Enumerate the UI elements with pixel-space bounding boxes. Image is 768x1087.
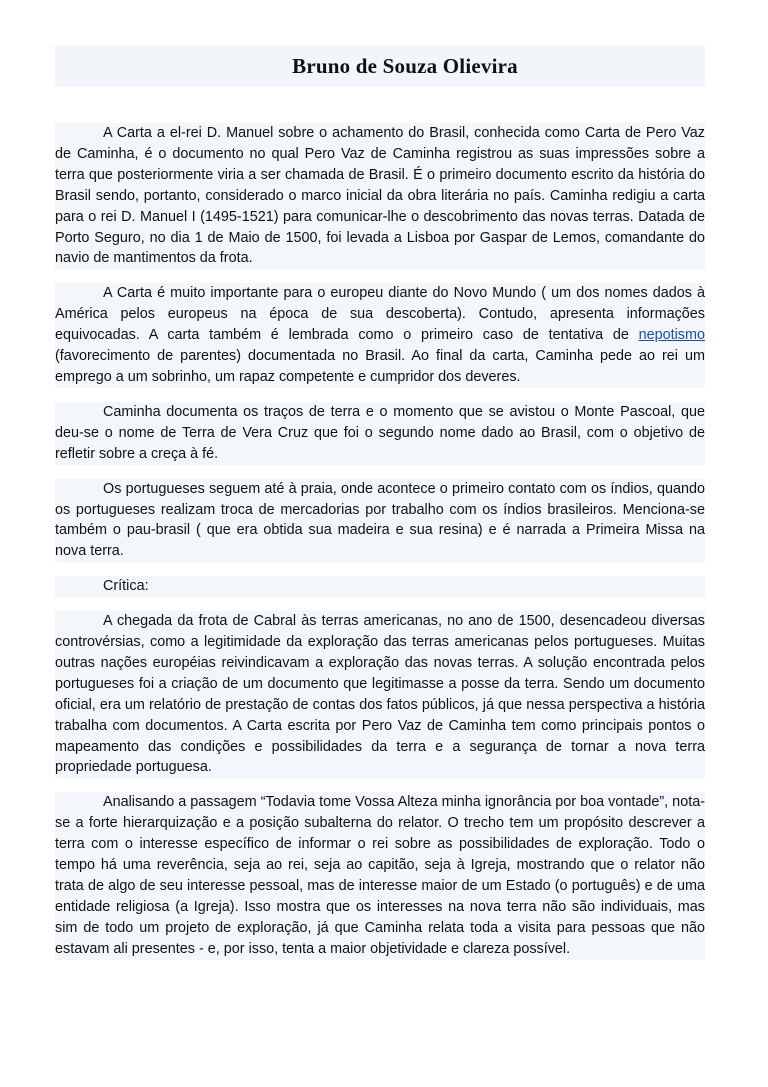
title-band <box>55 45 705 87</box>
paragraph-critica: A chegada da frota de Cabral às terras americanas, no ano de 1500, desencadeou diversas controvérsias, como a legitimidade da exploração das terras americanas pelos portugueses. Muitas outras nações européias reivindicavam a exploração das novas terras. A solução encontrada pelos portugueses foi a criação de um documento que legitimasse a posse da terra. Sendo um documento oficial, era um relatório de prestação de contas dos fatos públicos, já que nessa perspectiva a história trabalha com documentos. A Carta escrita por Pero Vaz de Caminha tem como principais pontos o mapeamento das condições e possibilidades da terra e a segurança de tornar a nova terra propriedade portuguesa. <box>55 611 705 778</box>
paragraph-first-contact: Os portugueses seguem até à praia, onde acontece o primeiro contato com os índios, quando os portugueses realizam troca de mercadorias por trabalho com os índios brasileiros. Menciona-se também o pau-brasil ( que era obtida sua madeira e sua resina) e é narrada a Primeira Missa na nova terra. <box>55 479 705 563</box>
nepotismo-link[interactable]: nepotismo <box>638 327 705 344</box>
document-page <box>55 45 705 960</box>
document-body <box>55 123 705 960</box>
paragraph-analysis: Analisando a passagem “Todavia tome Vossa Alteza minha ignorância por boa vontade”, nota-se a forte hierarquização e a posição subalterna do relator. O trecho tem um propósito descrever a terra com o interesse específico de informar o rei sobre as possibilidades de exploração. Todo o tempo há uma reverência, seja ao rei, seja ao capitão, seja à Igreja, mostrando que o relator não trata de algo de seu interesse pessoal, mas de interesse maior de um Estado (o português) e de uma entidade religiosa (a Igreja). Isso mostra que os interesses na nova terra não são individuais, mas sim de todo um projeto de exploração, já que Caminha relata toda a visita para pessoas que não estavam ali presentes - e, por isso, tenta a maior objetividade e clareza possível. <box>55 792 705 959</box>
paragraph-importance-text-end: (favorecimento de parentes) documentada no Brasil. Ao final da carta, Caminha pede ao rei um emprego a um sobrinho, um rapaz competente e cumpridor dos deveres. <box>55 348 705 385</box>
paragraph-intro: A Carta a el-rei D. Manuel sobre o achamento do Brasil, conhecida como Carta de Pero Vaz de Caminha, é o documento no qual Pero Vaz de Caminha registrou as suas impressões sobre a terra que posteriormente viria a ser chamada de Brasil. É o primeiro documento escrito da história do Brasil sendo, portanto, considerado o marco inicial da obra literária no país. Caminha redigiu a carta para o rei D. Manuel I (1495-1521) para comunicar-lhe o descobrimento das novas terras. Datada de Porto Seguro, no dia 1 de Maio de 1500, foi levada a Lisboa por Gaspar de Lemos, comandante do navio de mantimentos da frota. <box>55 123 705 269</box>
paragraph-monte-pascoal: Caminha documenta os traços de terra e o momento que se avistou o Monte Pascoal, que deu-se o nome de Terra de Vera Cruz que foi o segundo nome dado ao Brasil, com o objetivo de refletir sobre a creça à fé. <box>55 402 705 465</box>
paragraph-importance <box>55 283 705 388</box>
paragraph-importance-text-start: A Carta é muito importante para o europeu diante do Novo Mundo ( um dos nomes dados à América pelos europeus na época de sua descoberta). Contudo, apresenta informações equivocadas. A carta também é lembrada como o primeiro caso de tentativa de <box>55 285 705 344</box>
critica-heading: Crítica: <box>55 576 705 597</box>
document-title: Bruno de Souza Olievira <box>292 53 518 78</box>
